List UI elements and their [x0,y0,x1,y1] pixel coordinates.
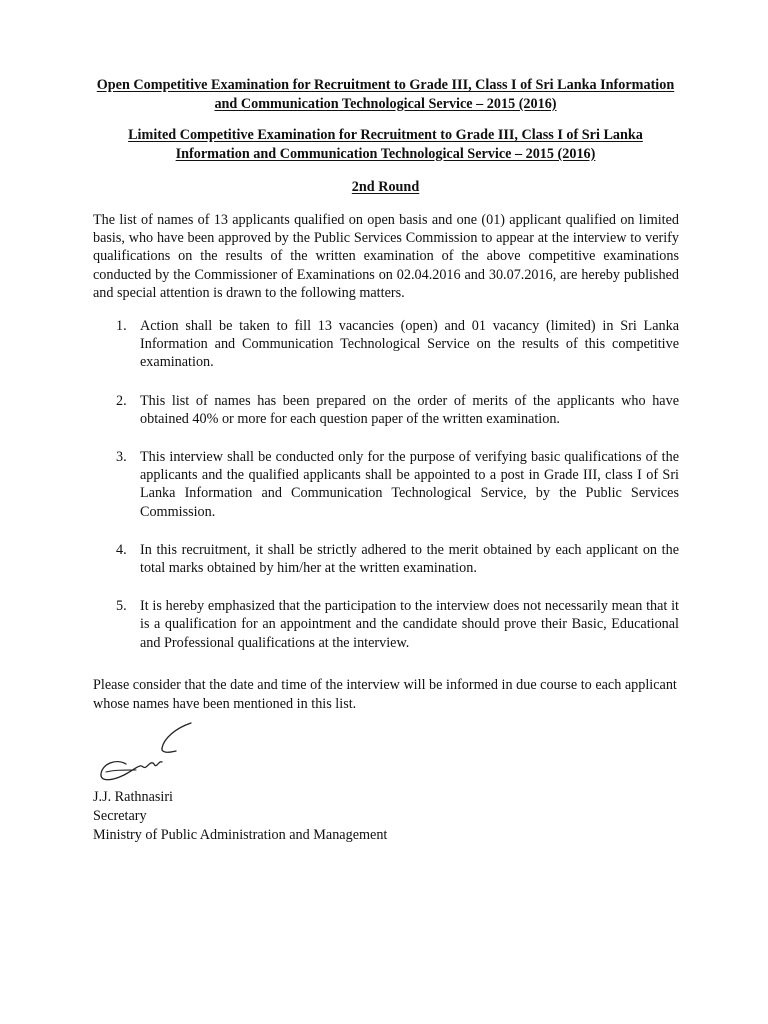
signatory-name: J.J. Rathnasiri [93,789,173,805]
list-item-number: 3. [116,449,127,466]
round-label: 2nd Round [351,179,420,195]
heading-limited-competitive: Limited Competitive Examination for Recruitment to Grade III, Class I of Sri Lanka Information and Communication Technological Service – 2015 (2016) [128,127,643,162]
signatory-title: Secretary [93,808,147,824]
list-item [110,541,679,577]
matters-list [110,317,679,672]
closing-paragraph: Please consider that the date and time of the interview will be informed in due course to each applicant whose names have been mentioned in this list. [93,677,677,712]
list-item-number: 1. [116,318,127,334]
list-item-text: It is hereby emphasized that the participation to the interview does not necessarily mean that it is a qualification for an appointment and the candidate should prove their Basic, Educational and Professional qualifications at the interview. [140,598,679,651]
list-item-text: Action shall be taken to fill 13 vacancies (open) and 01 vacancy (limited) in Sri Lanka Information and Communication Technological Service on the results of this competitive examination. [140,318,679,371]
signatory-organization: Ministry of Public Administration and Management [93,827,388,843]
intro-paragraph: The list of names of 13 applicants qualified on open basis and one (01) applicant qualified on limited basis, who have been approved by the Public Services Commission to appear at the interview to verify qualifications on the results of the written examination of the above competitive examinations conducted by the Commissioner of Examinations on 02.04.2016 and 30.07.2016, are hereby published and special attention is drawn to the following matters. [93,212,679,301]
handwritten-signature [96,720,206,786]
list-item-text: This list of names has been prepared on the order of merits of the applicants who have obtained 40% or more for each question paper of the written examination. [140,392,679,427]
list-item [110,317,679,372]
list-item [110,392,679,428]
list-item [110,597,679,652]
list-item-number: 5. [116,598,127,615]
list-item-number: 2. [116,392,127,409]
list-item-number: 4. [116,541,127,558]
list-item-text: In this recruitment, it shall be strictly adhered to the merit obtained by each applicant on the total marks obtained by him/her at the written examination. [140,541,679,577]
heading-open-competitive: Open Competitive Examination for Recruitment to Grade III, Class I of Sri Lanka Information and Communication Technological Service – 2015 (2016) [96,77,675,112]
signatory-block [93,788,387,845]
list-item-text: This interview shall be conducted only for the purpose of verifying basic qualifications of the applicants and the qualified applicants shall be appointed to a post in Grade III, class I of Sri Lanka Information and Communication Technological Service, by the Public Services Commission. [140,449,679,520]
list-item [110,448,679,521]
